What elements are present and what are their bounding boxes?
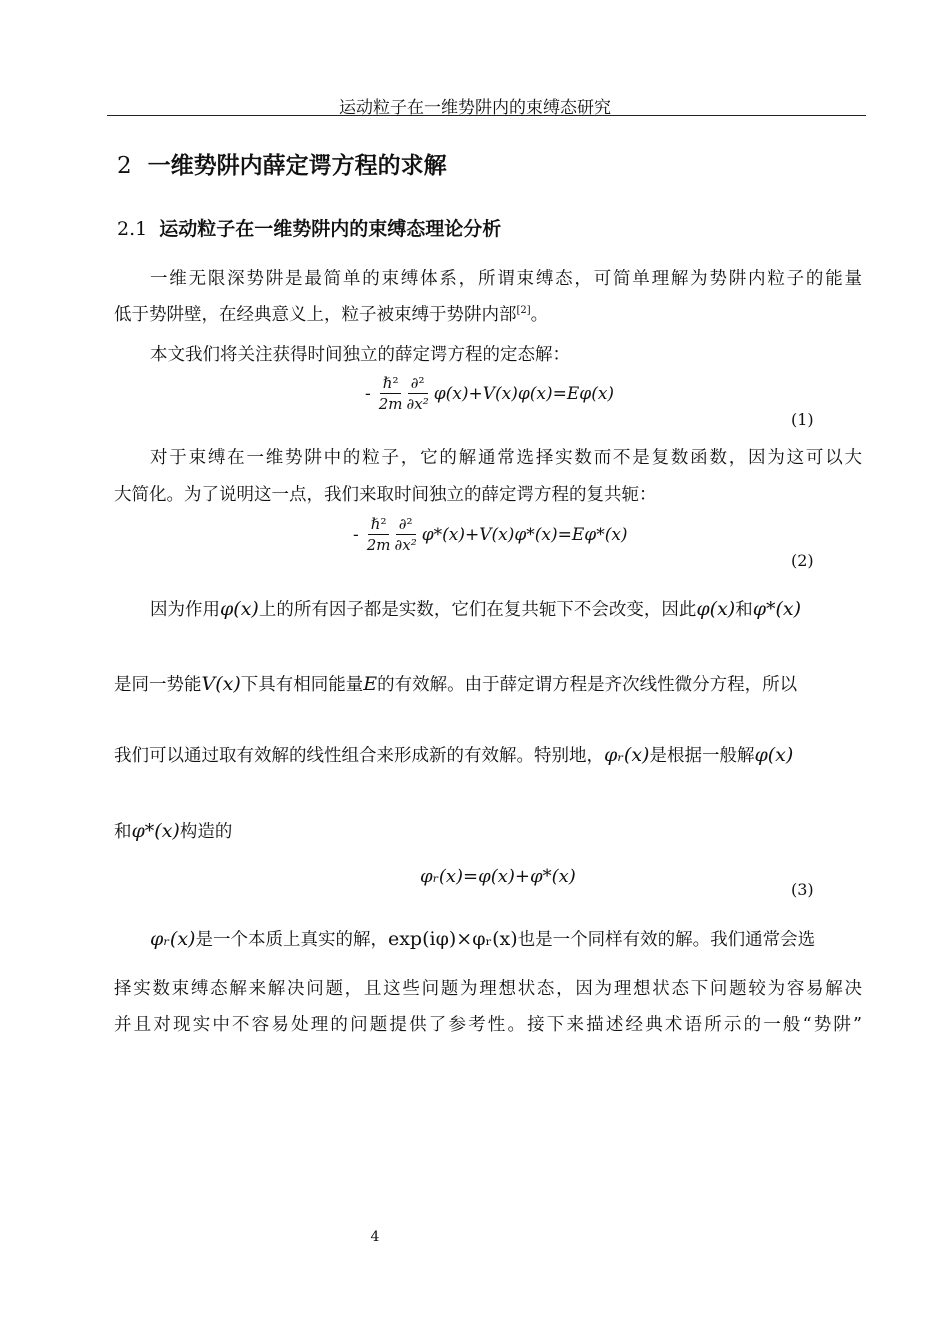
eq3-body: φᵣ(x)=φ(x)+φ*(x): [420, 866, 576, 887]
math-phi-x: φ(x): [696, 598, 736, 620]
para5-line3: 并且对现实中不容易处理的问题提供了参考性。接下来描述经典术语所示的一般“势阱”: [114, 1015, 862, 1035]
math-exp-phase: exp(iφ)×φᵣ(x): [387, 928, 518, 950]
para4-text-h: 是根据一般解: [649, 746, 755, 766]
para3-line1: 对于束缚在一维势阱中的粒子，它的解通常选择实数而不是复数函数，因为这可以大: [150, 448, 862, 468]
eq2-minus: -: [353, 524, 359, 545]
eq1-number: (1): [791, 410, 814, 429]
para4-text-c: 和: [735, 600, 753, 620]
eq2-dx2: ∂x²: [394, 536, 417, 554]
para4-text-j: 构造的: [179, 822, 233, 842]
para1-line2: [114, 301, 862, 326]
eq1-2m: 2m: [378, 395, 403, 413]
para4-line1: [114, 596, 862, 621]
eq1-minus: -: [365, 383, 371, 404]
eq1-fraction-hbar: [379, 373, 403, 414]
para4-text-a: 因为作用: [150, 600, 220, 620]
para4-text-f: 的有效解。由于薛定谓方程是齐次线性微分方程，所以: [377, 675, 798, 695]
math-phi-r-x: φᵣ(x): [150, 928, 196, 950]
section-title: 一维势阱内薛定谔方程的求解: [147, 153, 447, 179]
para5-line1: [114, 926, 862, 951]
subsection-heading: [117, 214, 501, 241]
math-phi-x: φ(x): [220, 598, 259, 620]
citation-ref[interactable]: [2]: [516, 305, 531, 316]
eq2-fraction-hbar: [367, 514, 391, 555]
subsection-title: 运动粒子在一维势阱内的束缚态理论分析: [159, 218, 502, 240]
para5-text-b: 也是一个同样有效的解。我们通常会选: [517, 930, 816, 950]
para5-line2: 择实数束缚态解来解决问题，且这些问题为理想状态，因为理想状态下问题较为容易解决: [114, 979, 862, 999]
para4-line3: [114, 742, 862, 767]
para1-line2-end: 。: [530, 305, 549, 325]
para4-text-g: 我们可以通过取有效解的线性组合来形成新的有效解。特别地，: [114, 746, 604, 766]
eq2-2m: 2m: [366, 536, 391, 554]
para4-text-b: 上的所有因子都是实数，它们在复共轭下不会改变，因此: [258, 600, 697, 620]
eq3-number: (3): [791, 880, 814, 899]
equation-3: [420, 866, 576, 887]
para4-text-d: 是同一势能: [114, 675, 202, 695]
math-phi-x: φ(x): [754, 744, 794, 766]
para5-text-a: 是一个本质上真实的解，: [195, 930, 388, 950]
eq1-dx2: ∂x²: [406, 395, 429, 413]
section-heading: [117, 147, 447, 180]
equation-1: [365, 373, 614, 414]
eq1-d2: ∂²: [408, 373, 428, 394]
math-phi-r-x: φᵣ(x): [604, 744, 650, 766]
para4-line4: [114, 818, 862, 843]
eq2-fraction-partial: [395, 514, 417, 555]
para4-text-e: 下具有相同能量: [240, 675, 364, 695]
math-V-x: V(x): [201, 673, 241, 695]
eq1-fraction-partial: [407, 373, 429, 414]
section-number: 2: [117, 153, 132, 179]
eq2-d2: ∂²: [396, 514, 416, 535]
page-number: 4: [370, 1229, 380, 1245]
para4-line2: [114, 671, 862, 696]
equation-2: [353, 514, 628, 555]
eq2-body: φ*(x)+V(x)φ*(x)=Eφ*(x): [421, 524, 628, 545]
math-phi-star-x: φ*(x): [131, 820, 180, 842]
running-header: 运动粒子在一维势阱内的束缚态研究: [339, 98, 611, 118]
math-E: E: [363, 673, 378, 695]
header-rule: [107, 115, 866, 116]
eq2-number: (2): [791, 551, 814, 570]
para1-line2-text: 低于势阱壁，在经典意义上，粒子被束缚于势阱内部: [114, 305, 517, 325]
math-phi-star-x: φ*(x): [752, 598, 802, 620]
para1-line1: 一维无限深势阱是最简单的束缚体系，所谓束缚态，可简单理解为势阱内粒子的能量: [150, 269, 862, 289]
subsection-number: 2.1: [117, 218, 148, 240]
para3-line2: 大简化。为了说明这一点，我们来取时间独立的薛定谔方程的复共轭：: [114, 485, 657, 505]
eq1-hbar: ℏ²: [380, 373, 402, 394]
eq2-hbar: ℏ²: [368, 514, 390, 535]
eq1-body: φ(x)+V(x)φ(x)=Eφ(x): [433, 383, 615, 404]
para2-line1: 本文我们将关注获得时间独立的薛定谔方程的定态解：: [150, 345, 570, 365]
para4-text-i: 和: [114, 822, 132, 842]
